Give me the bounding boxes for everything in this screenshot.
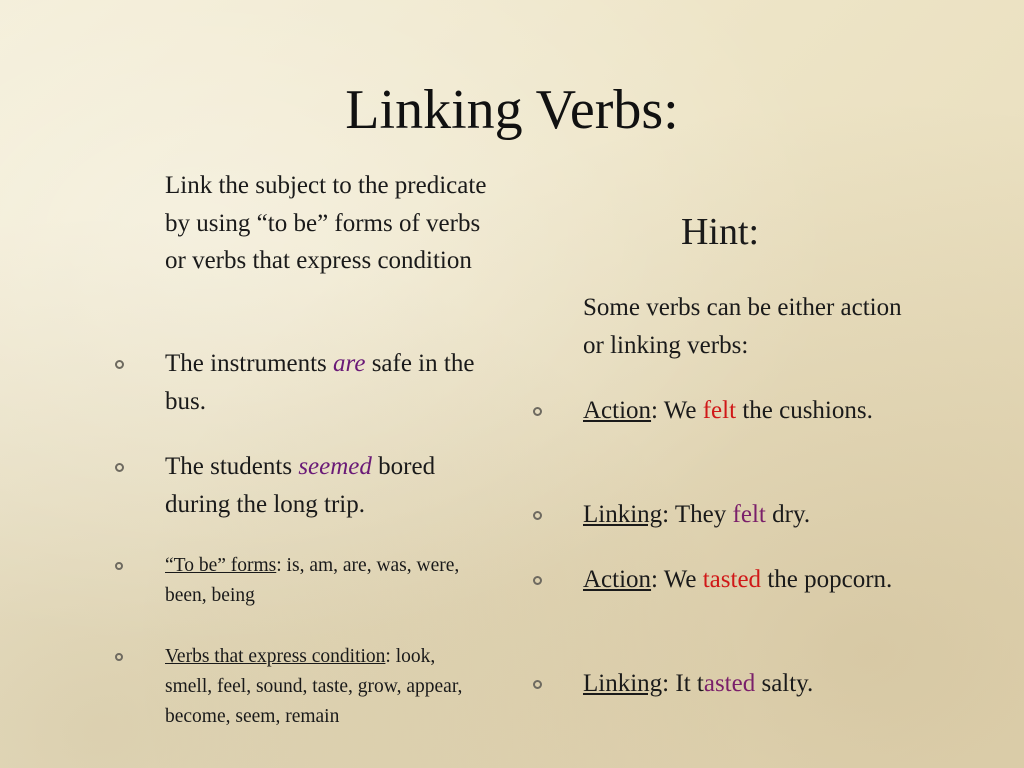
right-bullet-1-verb: felt	[702, 397, 737, 424]
right-bullet-2-rest: dry.	[765, 501, 811, 528]
left-bullet-1-verb: are	[333, 350, 366, 377]
bullet-icon	[115, 360, 124, 369]
hint-text: Some verbs can be either action or linking verbs:	[583, 294, 902, 359]
left-bullet-1-rest: safe in the bus.	[165, 350, 475, 415]
bullet-icon	[115, 562, 123, 570]
right-bullet-3-rest: the popcorn.	[761, 566, 893, 593]
left-bullet-2-rest: bored during the long trip.	[165, 453, 436, 518]
left-bullet-2-verb: seemed	[298, 453, 372, 480]
bullet-icon	[115, 653, 123, 661]
bullet-icon	[533, 511, 542, 520]
right-bullet-1-text: : We	[651, 397, 703, 424]
left-intro: Link the subject to the predicate by using “to be” forms of verbs or verbs that express condition	[165, 172, 487, 274]
left-bullet-4	[165, 642, 485, 732]
right-bullet-3	[583, 561, 903, 599]
right-bullet-4-rest: salty.	[755, 670, 814, 697]
right-bullet-2-verb: felt	[732, 501, 766, 528]
right-bullet-3-text: : We	[651, 566, 703, 593]
condition-verbs-label: Verbs that express condition	[165, 646, 386, 667]
right-bullet-4-verb: asted	[703, 670, 756, 697]
left-bullet-1	[165, 345, 495, 420]
bullet-icon	[533, 680, 542, 689]
right-bullet-1-rest: the cushions.	[736, 397, 873, 424]
to-be-forms-label: “To be” forms	[165, 555, 277, 576]
slide-title: Linking Verbs:	[345, 79, 679, 141]
hint-heading: Hint:	[680, 211, 760, 253]
right-bullet-3-label: Action	[583, 566, 652, 593]
right-bullet-1	[583, 392, 903, 430]
left-bullet-3	[165, 551, 495, 611]
right-bullet-3-verb: tasted	[702, 566, 762, 593]
left-bullet-1-text: The instruments	[165, 350, 334, 377]
right-bullet-2-label: Linking	[583, 501, 663, 528]
right-bullet-4	[583, 665, 903, 703]
left-bullet-2-text: The students	[165, 453, 299, 480]
right-bullet-2	[583, 496, 903, 534]
right-bullet-2-text: : They	[662, 501, 733, 528]
right-bullet-1-label: Action	[583, 397, 652, 424]
bullet-icon	[115, 463, 124, 472]
right-bullet-4-label: Linking	[583, 670, 663, 697]
right-bullet-4-text: : It t	[662, 670, 704, 697]
to-be-forms-text: : is, am, are, was, were, been, being	[165, 555, 460, 606]
condition-verbs-text: : look, smell, feel, sound, taste, grow, appear, become, seem, remain	[165, 646, 463, 727]
bullet-icon	[533, 407, 542, 416]
bullet-icon	[533, 576, 542, 585]
left-bullet-2	[165, 448, 495, 523]
